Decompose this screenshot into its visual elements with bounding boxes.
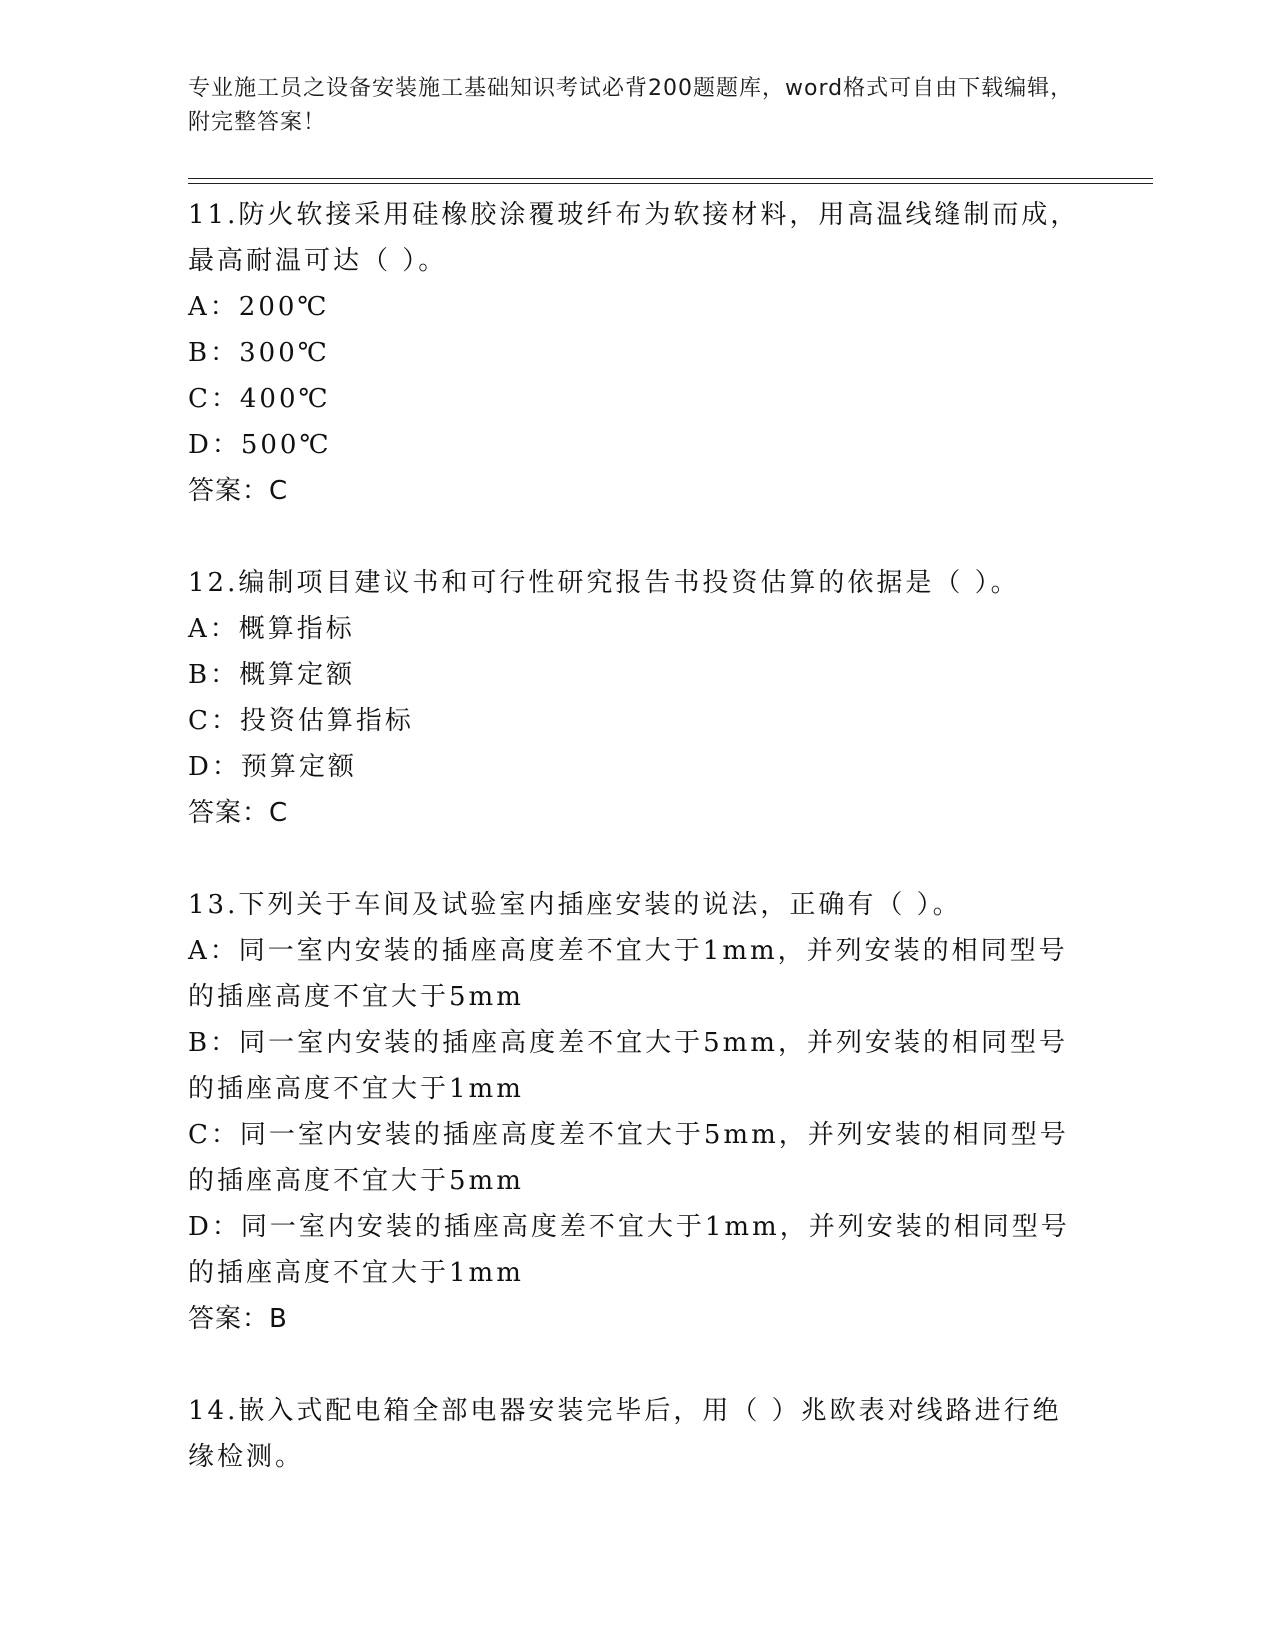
option-a: A：概算指标 [188, 614, 355, 644]
option-b: B：概算定额 [188, 660, 356, 690]
question-13 [188, 882, 1088, 1342]
option-b: B：300℃ [188, 338, 330, 368]
option-a: A：同一室内安装的插座高度差不宜大于1mm，并列安装的相同型号的插座高度不宜大于5mm [188, 936, 1068, 1012]
option-d: D：预算定额 [188, 752, 357, 782]
option-d: D：500℃ [188, 430, 332, 460]
option-d: D：同一室内安装的插座高度差不宜大于1mm，并列安装的相同型号的插座高度不宜大于1mm [188, 1212, 1070, 1288]
option-c: C：400℃ [188, 384, 331, 414]
option-c: C：投资估算指标 [188, 706, 414, 736]
question-12 [188, 560, 1088, 836]
answer-line: 答案：B [188, 1304, 288, 1334]
header-divider-bottom [188, 183, 1153, 184]
question-stem: 13.下列关于车间及试验室内插座安装的说法，正确有（ ）。 [188, 890, 962, 920]
header-divider-top [188, 178, 1153, 179]
option-b: B：同一室内安装的插座高度差不宜大于5mm，并列安装的相同型号的插座高度不宜大于1mm [188, 1028, 1068, 1104]
question-stem: 11.防火软接采用硅橡胶涂覆玻纤布为软接材料，用高温线缝制而成，最高耐温可达（ ）。 [188, 200, 1080, 276]
option-c: C：同一室内安装的插座高度差不宜大于5mm，并列安装的相同型号的插座高度不宜大于5mm [188, 1120, 1069, 1196]
question-list [188, 192, 1088, 1526]
document-header: 专业施工员之设备安装施工基础知识考试必背200题题库，word格式可自由下载编辑，附完整答案！ [188, 76, 1074, 135]
option-a: A：200℃ [188, 292, 330, 322]
answer-line: 答案：C [188, 476, 289, 506]
question-14 [188, 1388, 1088, 1480]
question-stem: 14.嵌入式配电箱全部电器安装完毕后，用（ ）兆欧表对线路进行绝缘检测。 [188, 1396, 1062, 1472]
question-stem: 12.编制项目建议书和可行性研究报告书投资估算的依据是（ ）。 [188, 568, 1020, 598]
answer-line: 答案：C [188, 798, 289, 828]
question-11 [188, 192, 1088, 514]
